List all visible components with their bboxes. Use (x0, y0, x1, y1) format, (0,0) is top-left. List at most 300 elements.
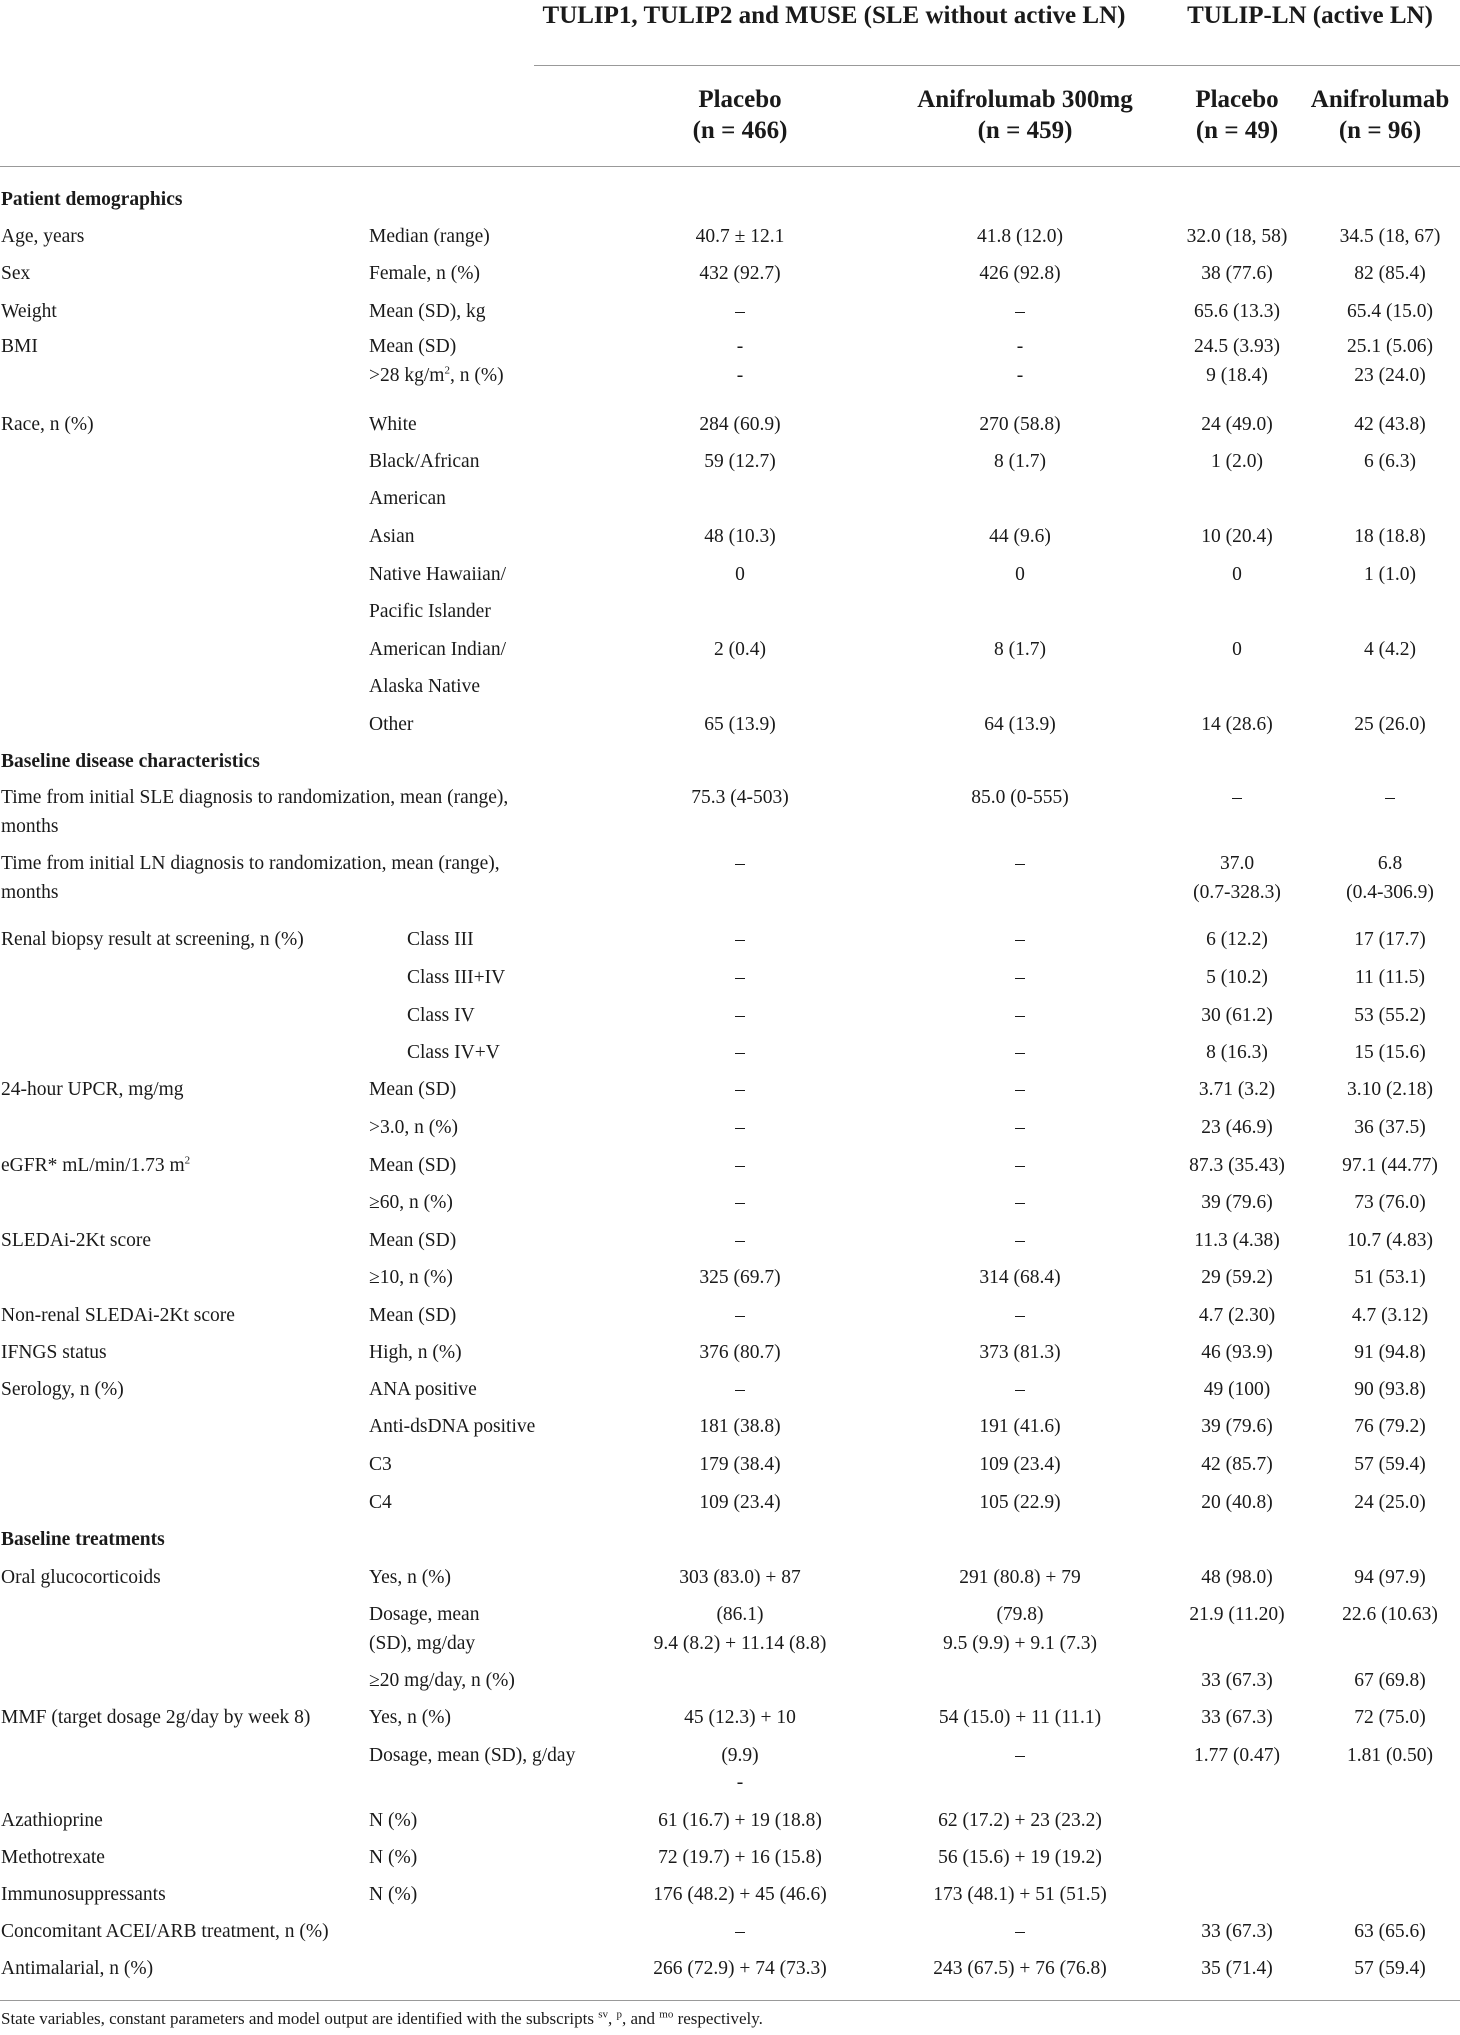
row-sublabel (407, 928, 474, 952)
data-cell: (86.1) (716, 1604, 764, 1625)
data-cell: 0 (735, 564, 745, 585)
row-sublabel-text: Native Hawaiian/ (369, 564, 506, 585)
arm-name: Anifrolumab (1310, 86, 1450, 113)
data-cell: – (1015, 1230, 1025, 1251)
row-sublabel (407, 1041, 500, 1065)
row-label-text: Weight (1, 301, 57, 322)
data-cell: – (1015, 1379, 1025, 1400)
data-cell: 48 (10.3) (704, 526, 776, 547)
data-cell: 2 (0.4) (714, 639, 766, 660)
data-cell: (0.4-306.9) (1346, 882, 1434, 903)
row-sublabel-text: Mean (SD) (369, 1230, 457, 1251)
data-cell: – (735, 1921, 745, 1942)
data-cell: – (735, 929, 745, 950)
data-cell: 65.4 (15.0) (1346, 301, 1434, 322)
row-label-text: IFNGS status (1, 1342, 107, 1363)
row-label (1, 1378, 124, 1402)
data-cell: – (1015, 301, 1025, 322)
row-label-text: Non-renal SLEDAi-2Kt score (1, 1305, 235, 1326)
row-sublabel-text: Mean (SD) (369, 336, 457, 357)
data-cell: 24 (25.0) (1354, 1492, 1426, 1513)
row-sublabel (369, 335, 456, 359)
data-cell: 53 (55.2) (1354, 1005, 1426, 1026)
row-label (1, 1957, 153, 1981)
data-cell: – (735, 1230, 745, 1251)
arm-n: (n = 459) (977, 117, 1073, 144)
row-sublabel-text: N (%) (369, 1847, 418, 1868)
row-sublabel-text: ≥60, n (%) (369, 1192, 453, 1213)
data-cell: 57 (59.4) (1354, 1454, 1426, 1475)
data-cell: 76 (79.2) (1354, 1416, 1426, 1437)
row-sublabel-text: , n (%) (449, 365, 504, 386)
data-cell: 270 (58.8) (979, 414, 1061, 435)
row-sublabel (369, 300, 485, 324)
data-cell: 325 (69.7) (699, 1267, 781, 1288)
data-cell: – (1232, 787, 1242, 808)
row-sublabel (407, 966, 505, 990)
data-cell: – (1015, 1745, 1025, 1766)
row-sublabel-text: American (369, 488, 446, 509)
row-sublabel-text: Mean (SD) (369, 1155, 457, 1176)
data-cell: 85.0 (0-555) (971, 787, 1069, 808)
data-cell: 39 (79.6) (1201, 1192, 1273, 1213)
data-cell: 6 (12.2) (1206, 929, 1268, 950)
row-sublabel-text: Asian (369, 526, 415, 547)
row-sublabel (369, 413, 417, 437)
data-cell: 94 (97.9) (1354, 1567, 1426, 1588)
data-cell: 45 (12.3) + 10 (684, 1707, 796, 1728)
data-cell: 90 (93.8) (1354, 1379, 1426, 1400)
data-cell: – (1015, 1042, 1025, 1063)
data-cell: 33 (67.3) (1201, 1670, 1273, 1691)
data-cell: 24.5 (3.93) (1193, 336, 1281, 357)
data-cell: 87.3 (35.43) (1189, 1155, 1285, 1176)
row-label (1, 262, 30, 286)
row-label (1, 1883, 166, 1907)
data-cell: 91 (94.8) (1354, 1342, 1426, 1363)
data-cell: 61 (16.7) + 19 (18.8) (658, 1810, 822, 1831)
row-sublabel-text: Median (range) (369, 226, 490, 247)
data-cell: 18 (18.8) (1354, 526, 1426, 547)
row-sublabel (369, 713, 413, 737)
data-cell: 10.7 (4.83) (1346, 1230, 1434, 1251)
row-label-text: Serology, n (%) (1, 1379, 124, 1400)
arm-header-anifrolumab-sle (880, 84, 1170, 146)
data-cell: 314 (68.4) (979, 1267, 1061, 1288)
arm-name: Placebo (698, 86, 782, 113)
row-sublabel (369, 563, 506, 587)
data-cell: 303 (83.0) + 87 (679, 1567, 801, 1588)
section-heading (1, 1528, 165, 1552)
row-sublabel (369, 450, 479, 474)
row-sublabel-text: (SD), mg/day (369, 1633, 476, 1654)
row-sublabel (369, 225, 490, 249)
data-cell: 37.0 (1219, 853, 1255, 874)
row-label-text: Renal biopsy result at screening, n (%) (1, 929, 304, 950)
data-cell: 41.8 (12.0) (976, 226, 1064, 247)
data-cell: 15 (15.6) (1354, 1042, 1426, 1063)
data-cell: – (735, 1117, 745, 1138)
data-cell: (79.8) (996, 1604, 1044, 1625)
data-cell: 8 (1.7) (994, 451, 1046, 472)
group-header-sle-without-ln: TULIP1, TULIP2 and MUSE (SLE without active LN) (542, 2, 1126, 29)
row-label (1, 1304, 235, 1328)
row-sublabel-text: Other (369, 714, 414, 735)
arm-header-anifrolumab-ln (1300, 84, 1460, 146)
row-sublabel (369, 1078, 456, 1102)
data-cell: 64 (13.9) (984, 714, 1056, 735)
data-cell: 4.7 (2.30) (1198, 1305, 1276, 1326)
row-sublabel-text: ≥10, n (%) (369, 1267, 453, 1288)
arm-n: (n = 466) (692, 117, 788, 144)
row-label-text: Methotrexate (1, 1847, 105, 1868)
row-label (1, 1566, 161, 1590)
data-cell: 67 (69.8) (1354, 1670, 1426, 1691)
row-label-text: BMI (1, 336, 38, 357)
row-label-text: Age, years (1, 226, 85, 247)
data-cell: 46 (93.9) (1201, 1342, 1273, 1363)
data-cell: 65.6 (13.3) (1193, 301, 1281, 322)
data-cell: 63 (65.6) (1354, 1921, 1426, 1942)
row-label (1, 1809, 103, 1833)
row-sublabel-text: C3 (369, 1454, 392, 1475)
row-sublabel (369, 1304, 456, 1328)
table-bottom-rule (0, 2000, 1460, 2001)
row-label-text: Time from initial SLE diagnosis to randomization, mean (range), (1, 787, 509, 808)
data-cell: 73 (76.0) (1354, 1192, 1426, 1213)
data-cell: 11.3 (4.38) (1194, 1230, 1280, 1251)
row-label (1, 413, 94, 437)
footnote-sup: mo (659, 2008, 674, 2021)
data-cell: 48 (98.0) (1201, 1567, 1273, 1588)
data-cell: 3.10 (2.18) (1346, 1079, 1434, 1100)
data-cell: – (735, 853, 745, 874)
data-cell: – (735, 1192, 745, 1213)
arm-name: Placebo (1195, 86, 1279, 113)
row-sublabel-text: Class III+IV (407, 967, 506, 988)
data-cell: 57 (59.4) (1354, 1958, 1426, 1979)
data-cell: 17 (17.7) (1354, 929, 1426, 950)
footnote-text: , and (621, 2009, 660, 2028)
data-cell: 426 (92.8) (979, 263, 1061, 284)
data-cell: 191 (41.6) (979, 1416, 1061, 1437)
arm-header-placebo-sle (630, 84, 850, 146)
row-sublabel-text: ANA positive (369, 1379, 477, 1400)
row-sublabel (369, 487, 446, 511)
row-sublabel (369, 1603, 479, 1627)
arm-n: (n = 49) (1195, 117, 1279, 144)
data-cell: 23 (46.9) (1201, 1117, 1273, 1138)
data-cell: 20 (40.8) (1201, 1492, 1273, 1513)
data-cell: 36 (37.5) (1354, 1117, 1426, 1138)
data-cell: 8 (16.3) (1206, 1042, 1268, 1063)
section-heading (1, 750, 260, 774)
row-sublabel-text: >28 kg/m (369, 365, 445, 386)
data-cell: – (735, 1005, 745, 1026)
data-cell: 97.1 (44.77) (1342, 1155, 1438, 1176)
data-cell: - (736, 336, 744, 357)
data-cell: 8 (1.7) (994, 639, 1046, 660)
data-cell: - (1016, 336, 1024, 357)
data-cell: 376 (80.7) (699, 1342, 781, 1363)
row-label-text: MMF (target dosage 2g/day by week 8) (1, 1707, 311, 1728)
row-sublabel (369, 525, 415, 549)
row-sublabel (369, 1378, 477, 1402)
row-label-text: 24-hour UPCR, mg/mg (1, 1079, 184, 1100)
row-label-text: Baseline treatments (1, 1529, 165, 1550)
data-cell: 0 (1015, 564, 1025, 585)
data-cell: – (735, 967, 745, 988)
row-label-text: Antimalarial, n (%) (1, 1958, 154, 1979)
data-cell: 181 (38.8) (699, 1416, 781, 1437)
data-cell: – (1015, 1005, 1025, 1026)
row-sublabel-text: Black/African (369, 451, 480, 472)
row-label-text: eGFR* mL/min/1.73 m (1, 1155, 185, 1176)
data-cell: – (1015, 929, 1025, 950)
arm-n: (n = 96) (1338, 117, 1422, 144)
row-label (1, 225, 84, 249)
data-cell: 266 (72.9) + 74 (73.3) (653, 1958, 827, 1979)
data-cell: 30 (61.2) (1201, 1005, 1273, 1026)
row-sublabel (369, 1415, 535, 1439)
data-cell: 82 (85.4) (1354, 263, 1426, 284)
row-label-text: Oral glucocorticoids (1, 1567, 161, 1588)
data-cell: 40.7 ± 12.1 (695, 226, 785, 247)
row-label (1, 815, 58, 839)
data-cell: 39 (79.6) (1201, 1416, 1273, 1437)
data-cell: 72 (75.0) (1354, 1707, 1426, 1728)
data-cell: – (1015, 1155, 1025, 1176)
data-cell: - (736, 365, 744, 386)
data-cell: 109 (23.4) (699, 1492, 781, 1513)
data-cell: 176 (48.2) + 45 (46.6) (653, 1884, 827, 1905)
data-cell: 44 (9.6) (989, 526, 1051, 547)
arm-name: Anifrolumab 300mg (917, 86, 1133, 113)
row-label-text: months (1, 816, 59, 837)
row-label (1, 786, 508, 810)
data-cell: 54 (15.0) + 11 (11.1) (938, 1707, 1102, 1728)
footnote-sup: sv (598, 2008, 608, 2021)
data-cell: 49 (100) (1203, 1379, 1271, 1400)
data-cell: 1 (2.0) (1211, 451, 1263, 472)
row-sublabel (369, 1116, 458, 1140)
data-cell: 33 (67.3) (1201, 1707, 1273, 1728)
row-sublabel-text: American Indian/ (369, 639, 506, 660)
data-cell: 29 (59.2) (1201, 1267, 1273, 1288)
data-cell: 72 (19.7) + 16 (15.8) (658, 1847, 822, 1868)
row-sublabel (369, 1846, 417, 1870)
row-label-text: Patient demographics (1, 189, 183, 210)
row-sublabel-text: Alaska Native (369, 676, 481, 697)
row-label (1, 1341, 107, 1365)
row-label (1, 1920, 329, 1944)
row-sublabel-text: Mean (SD), kg (369, 301, 486, 322)
data-cell: - (1016, 365, 1024, 386)
row-sublabel-superscript: 2 (444, 364, 450, 377)
data-cell: 173 (48.1) + 51 (51.5) (933, 1884, 1107, 1905)
data-cell: – (735, 1155, 745, 1176)
row-label-text: Baseline disease characteristics (1, 751, 260, 772)
row-sublabel (369, 1229, 456, 1253)
data-cell: 42 (43.8) (1354, 414, 1426, 435)
row-sublabel-text: Yes, n (%) (369, 1567, 451, 1588)
row-sublabel-text: Anti-dsDNA positive (369, 1416, 536, 1437)
data-cell: 109 (23.4) (979, 1454, 1061, 1475)
data-cell: 373 (81.3) (979, 1342, 1061, 1363)
row-sublabel-text: Class IV (407, 1005, 475, 1026)
row-sublabel (369, 1341, 462, 1365)
data-cell: 105 (22.9) (979, 1492, 1061, 1513)
data-cell: 33 (67.3) (1201, 1921, 1273, 1942)
data-cell: 10 (20.4) (1201, 526, 1273, 547)
row-label-superscript: 2 (184, 1154, 191, 1167)
row-label-text: SLEDAi-2Kt score (1, 1230, 152, 1251)
data-cell: 432 (92.7) (699, 263, 781, 284)
row-sublabel (369, 1266, 453, 1290)
data-cell: 62 (17.2) + 23 (23.2) (938, 1810, 1102, 1831)
data-cell: 3.71 (3.2) (1198, 1079, 1276, 1100)
data-cell: 9.4 (8.2) + 11.14 (8.8) (653, 1633, 827, 1654)
data-cell: 22.6 (10.63) (1342, 1604, 1438, 1625)
row-sublabel-text: Female, n (%) (369, 263, 481, 284)
data-cell: 243 (67.5) + 76 (76.8) (933, 1958, 1107, 1979)
data-cell: – (735, 301, 745, 322)
row-label-text: Sex (1, 263, 31, 284)
data-cell: – (735, 1379, 745, 1400)
group-header-tulip-ln: TULIP-LN (active LN) (1187, 2, 1433, 29)
data-cell: – (1015, 967, 1025, 988)
row-sublabel-text: Class IV+V (407, 1042, 500, 1063)
row-label-text: Time from initial LN diagnosis to randomization, mean (range), (1, 853, 500, 874)
row-sublabel (407, 1004, 475, 1028)
row-label (1, 1154, 190, 1178)
data-cell: – (1015, 1921, 1025, 1942)
row-label-text: Immunosuppressants (1, 1884, 166, 1905)
row-sublabel (369, 675, 480, 699)
data-cell: – (1015, 1192, 1025, 1213)
row-label (1, 335, 38, 359)
row-sublabel-text: Mean (SD) (369, 1305, 457, 1326)
data-cell: 4 (4.2) (1364, 639, 1416, 660)
row-sublabel-text: >3.0, n (%) (369, 1117, 458, 1138)
data-cell: 291 (80.8) + 79 (959, 1567, 1081, 1588)
row-label-text: Azathioprine (1, 1810, 103, 1831)
data-cell: 179 (38.4) (699, 1454, 781, 1475)
row-sublabel (369, 1566, 451, 1590)
row-sublabel (369, 1154, 456, 1178)
row-sublabel-text: N (%) (369, 1810, 418, 1831)
row-sublabel-text: ≥20 mg/day, n (%) (369, 1670, 515, 1691)
data-cell: (9.9) (721, 1745, 759, 1766)
row-sublabel (369, 1491, 392, 1515)
data-cell: 0 (1232, 639, 1242, 660)
row-label-text: Concomitant ACEI/ARB treatment, n (%) (1, 1921, 329, 1942)
data-cell: 35 (71.4) (1201, 1958, 1273, 1979)
data-cell: – (735, 1305, 745, 1326)
row-sublabel (369, 1809, 417, 1833)
row-sublabel-text: N (%) (369, 1884, 418, 1905)
section-heading (1, 188, 182, 212)
header-bottom-rule (0, 166, 1460, 167)
row-sublabel-text: Class III (407, 929, 474, 950)
data-cell: 1.77 (0.47) (1193, 1745, 1281, 1766)
row-sublabel (369, 1632, 475, 1656)
row-sublabel (369, 1453, 392, 1477)
row-sublabel (369, 638, 506, 662)
row-label (1, 1078, 184, 1102)
footnote (1, 2008, 763, 2030)
data-cell: 42 (85.7) (1201, 1454, 1273, 1475)
data-cell: 1.81 (0.50) (1346, 1745, 1434, 1766)
data-cell: 284 (60.9) (699, 414, 781, 435)
row-sublabel-text: Dosage, mean (369, 1604, 480, 1625)
data-cell: – (735, 1079, 745, 1100)
data-cell: 65 (13.9) (704, 714, 776, 735)
data-cell: 51 (53.1) (1354, 1267, 1426, 1288)
row-sublabel (369, 1669, 515, 1693)
row-label (1, 852, 500, 876)
row-sublabel-text: Dosage, mean (SD), g/day (369, 1745, 576, 1766)
data-cell: 25.1 (5.06) (1346, 336, 1434, 357)
row-sublabel-text: Pacific Islander (369, 601, 491, 622)
data-cell: 4.7 (3.12) (1351, 1305, 1429, 1326)
data-cell: 25 (26.0) (1354, 714, 1426, 735)
data-cell: (0.7-328.3) (1193, 882, 1281, 903)
data-cell: 6 (6.3) (1364, 451, 1416, 472)
row-label-text: months (1, 882, 59, 903)
row-label (1, 1846, 105, 1870)
data-cell: 59 (12.7) (704, 451, 776, 472)
data-cell: – (1015, 853, 1025, 874)
footnote-sup: p (616, 2008, 622, 2021)
row-sublabel (369, 1744, 575, 1768)
row-label (1, 300, 57, 324)
data-cell: 24 (49.0) (1201, 414, 1273, 435)
data-cell: 9 (18.4) (1206, 365, 1268, 386)
row-sublabel (369, 364, 504, 388)
row-sublabel-text: High, n (%) (369, 1342, 462, 1363)
data-cell: – (1015, 1079, 1025, 1100)
data-cell: 32.0 (18, 58) (1186, 226, 1288, 247)
data-cell: 75.3 (4-503) (691, 787, 789, 808)
data-cell: – (1015, 1305, 1025, 1326)
row-label-text: Race, n (%) (1, 414, 94, 435)
data-cell: 38 (77.6) (1201, 263, 1273, 284)
row-sublabel-text: White (369, 414, 417, 435)
row-sublabel (369, 1191, 453, 1215)
data-cell: 11 (11.5) (1354, 967, 1426, 988)
data-cell: – (1385, 787, 1395, 808)
row-sublabel (369, 1883, 417, 1907)
data-cell: 1 (1.0) (1364, 564, 1416, 585)
data-cell: – (1015, 1117, 1025, 1138)
row-label (1, 928, 304, 952)
arm-header-placebo-ln (1177, 84, 1297, 146)
row-sublabel (369, 1706, 451, 1730)
footnote-text: , (607, 2009, 617, 2028)
row-sublabel (369, 600, 491, 624)
data-cell: 34.5 (18, 67) (1339, 226, 1441, 247)
data-cell: 23 (24.0) (1354, 365, 1426, 386)
row-sublabel-text: C4 (369, 1492, 392, 1513)
data-cell: 56 (15.6) + 19 (19.2) (938, 1847, 1102, 1868)
data-cell: – (735, 1042, 745, 1063)
row-label (1, 1229, 151, 1253)
row-label (1, 1706, 310, 1730)
data-cell: 9.5 (9.9) + 9.1 (7.3) (943, 1633, 1097, 1654)
data-cell: 5 (10.2) (1206, 967, 1268, 988)
row-sublabel (369, 262, 480, 286)
